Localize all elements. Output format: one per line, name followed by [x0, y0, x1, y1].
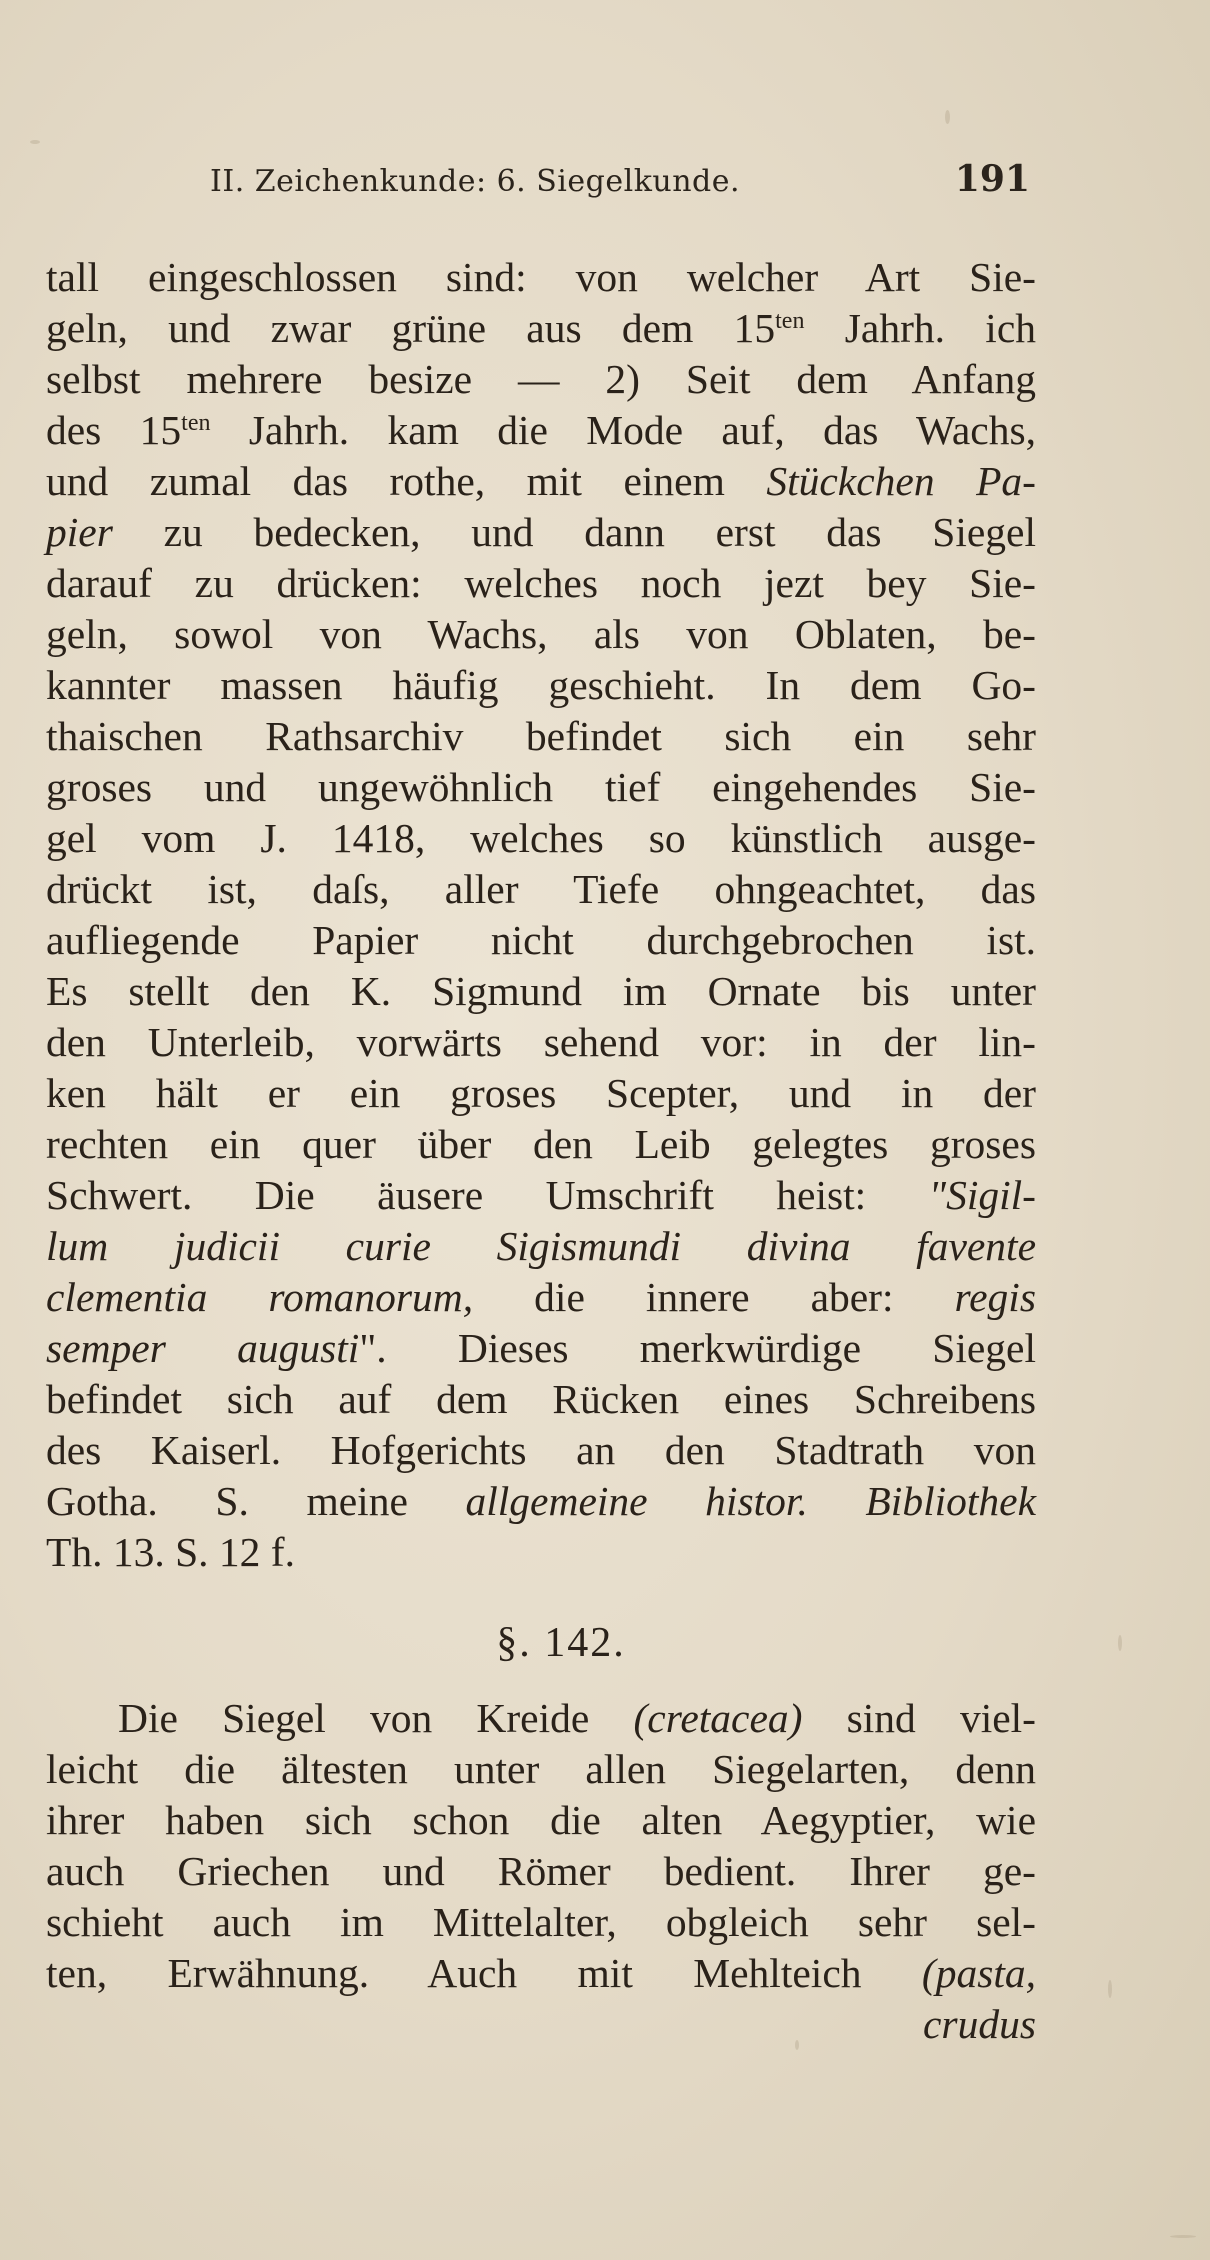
text-line: aufliegende Papier nicht durchgebrochen ist. — [46, 917, 1036, 963]
paragraph — [46, 1693, 1036, 2050]
paper-speck — [1118, 1635, 1122, 1651]
text-line: tall eingeschlossen sind: von welcher Art Sie- — [46, 254, 1036, 300]
italic-text: pier — [46, 509, 113, 555]
text-line: des $15^{ten}$ Jahrh. kam die Mode auf, das Wachs, — [46, 407, 1036, 453]
text-line: auch Griechen und Römer bedient. Ihrer ge- — [46, 1848, 1036, 1894]
italic-text: (pasta, — [921, 1950, 1036, 1996]
paragraph — [46, 252, 1036, 1578]
text-line: clementia romanorum, die innere aber: regis — [46, 1274, 1036, 1320]
text-line: selbst mehrere besize — 2) Seit dem Anfang — [46, 356, 1036, 402]
text-line: thaischen Rathsarchiv befindet sich ein sehr — [46, 713, 1036, 759]
text-line: den Unterleib, vorwärts sehend vor: in der lin- — [46, 1019, 1036, 1065]
text-line — [46, 1221, 1036, 1272]
italic-text: semper augusti — [46, 1325, 360, 1371]
text-line: Schwert. Die äusere Umschrift heist: "Sigil- — [46, 1172, 1036, 1218]
text-line: ihrer haben sich schon die alten Aegyptier, wie — [46, 1797, 1036, 1843]
section-heading: §. 142. — [496, 1620, 626, 1666]
text-line: befindet sich auf dem Rücken eines Schreibens — [46, 1376, 1036, 1422]
text-line: des Kaiserl. Hofgerichts an den Stadtrath von — [46, 1427, 1036, 1473]
paper-speck — [30, 140, 40, 144]
text-line: semper augusti". Dieses merkwürdige Siegel — [46, 1325, 1036, 1371]
text-line: kannter massen häufig geschieht. In dem Go- — [46, 662, 1036, 708]
italic-text: "Sigil- — [928, 1172, 1036, 1218]
text-line: darauf zu drücken: welches noch jezt bey Sie- — [46, 560, 1036, 606]
text-line: Die Siegel von Kreide (cretacea) sind viel- — [118, 1695, 1036, 1741]
text-line: rechten ein quer über den Leib gelegtes groses — [46, 1121, 1036, 1167]
italic-text: crudus — [923, 2001, 1036, 2047]
catchword — [46, 1999, 1036, 2050]
text-line: Gotha. S. meine allgemeine histor. Bibliothek — [46, 1478, 1036, 1524]
running-title: II. Zeichenkunde: 6. Siegelkunde. — [210, 164, 741, 199]
paper-speck — [945, 110, 950, 124]
superscript: ten — [775, 308, 805, 334]
text-line: Es stellt den K. Sigmund im Ornate bis unter — [46, 968, 1036, 1014]
italic-text: regis — [954, 1274, 1036, 1320]
italic-text: allgemeine histor. Bibliothek — [465, 1478, 1036, 1524]
text-line: pier zu bedecken, und dann erst das Siegel — [46, 509, 1036, 555]
text-line: groses und ungewöhnlich tief eingehendes Sie- — [46, 764, 1036, 810]
text-line: leicht die ältesten unter allen Siegelarten, denn — [46, 1746, 1036, 1792]
italic-text: Stückchen Pa- — [766, 458, 1036, 504]
text-line: geln, und zwar grüne aus dem $15^{ten}$ Jahrh. ich — [46, 305, 1036, 351]
superscript: ten — [181, 410, 211, 436]
page-number: 191 — [954, 158, 1030, 200]
paper-speck — [1170, 2235, 1196, 2238]
text-line: ten, Erwähnung. Auch mit Mehlteich (pasta, — [46, 1950, 1036, 1996]
italic-text: (cretacea) — [633, 1695, 803, 1741]
text-line: ken hält er ein groses Scepter, und in der — [46, 1070, 1036, 1116]
text-line: Th. 13. S. 12 f. — [46, 1529, 295, 1575]
italic-text: lum judicii curie Sigismundi divina favente — [46, 1223, 1036, 1269]
text-line: schieht auch im Mittelalter, obgleich sehr sel- — [46, 1899, 1036, 1945]
text-line: geln, sowol von Wachs, als von Oblaten, be- — [46, 611, 1036, 657]
text-line: drückt ist, daſs, aller Tiefe ohngeachtet, das — [46, 866, 1036, 912]
paper-speck — [1108, 1980, 1112, 1998]
body-text — [46, 252, 1036, 2050]
text-line: und zumal das rothe, mit einem Stückchen Pa- — [46, 458, 1036, 504]
text-line: gel vom J. 1418, welches so künstlich ausge- — [46, 815, 1036, 861]
page-header — [210, 158, 1030, 214]
italic-text: clementia romanorum, — [46, 1274, 474, 1320]
